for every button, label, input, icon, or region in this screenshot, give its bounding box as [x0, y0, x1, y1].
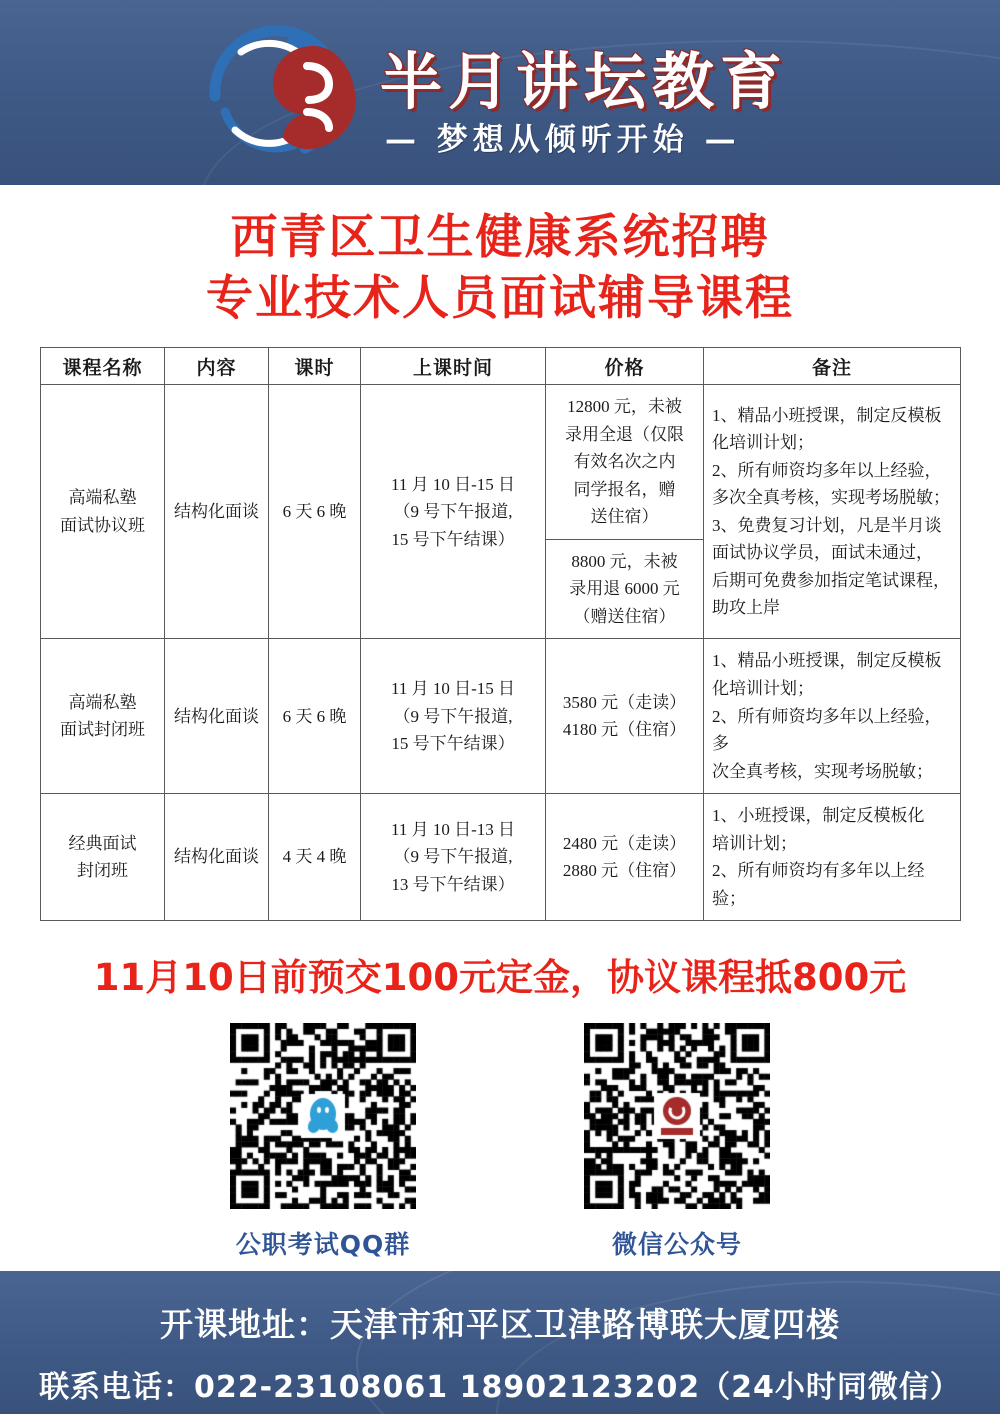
qr-block-wechat — [584, 1023, 770, 1261]
schedule-line: （9 号下午报道, — [393, 847, 513, 867]
price-line: 4180 元（住宿） — [562, 720, 687, 740]
remark-line: 1、精品小班授课，制定反模板 — [712, 405, 942, 425]
table-row — [41, 639, 961, 794]
schedule-line: 15 号下午结课） — [391, 734, 515, 754]
promo-text: 11月10日前预交100元定金，协议课程抵800元 — [93, 956, 907, 1000]
header-banner — [0, 0, 1000, 185]
cell-price-alt — [546, 539, 704, 639]
remark-line: 2、所有师资均多年以上经验， — [712, 460, 942, 480]
course-name-line: 面试封闭班 — [60, 720, 145, 740]
cell-price — [546, 385, 704, 540]
remark-line: 后期可免费参加指定笔试课程， — [712, 570, 950, 590]
schedule-line: （9 号下午报道, — [393, 706, 513, 726]
course-table-wrapper — [40, 347, 960, 921]
footer-phone: 联系电话：022-23108061 18902123202（24小时同微信） — [39, 1370, 961, 1405]
remark-line: 3、免费复习计划，凡是半月谈 — [712, 515, 942, 535]
price-line: 8800 元，未被 — [571, 551, 678, 571]
brand-subtitle: — 梦想从倾听开始 — — [385, 122, 741, 158]
cell-schedule — [361, 639, 546, 794]
qr-caption-wechat: 微信公众号 — [611, 1230, 742, 1260]
remark-line: 1、小班授课，制定反模板化 — [712, 806, 925, 826]
table-header-schedule: 上课时间 — [361, 348, 546, 385]
qq-group-qr-code[interactable] — [230, 1023, 416, 1209]
remark-line: 次全真考核，实现考场脱敏； — [712, 761, 933, 781]
cell-content: 结构化面谈 — [165, 794, 269, 921]
cell-schedule — [361, 385, 546, 639]
table-header-price: 价格 — [546, 348, 704, 385]
remark-line: 助攻上岸 — [712, 598, 780, 618]
page-title-line-1: 西青区卫生健康系统招聘 — [230, 210, 770, 265]
schedule-line: 11 月 10 日-15 日 — [390, 474, 516, 494]
table-header-content: 内容 — [165, 348, 269, 385]
schedule-line: 11 月 10 日-13 日 — [390, 819, 516, 839]
wechat-official-qr-code[interactable] — [584, 1023, 770, 1209]
footer-address: 开课地址：天津市和平区卫津路博联大厦四楼 — [160, 1305, 840, 1344]
remark-line: 1、精品小班授课，制定反模板 — [712, 651, 942, 671]
price-line: 送住宿） — [590, 507, 659, 527]
course-name-line: 高端私塾 — [68, 488, 137, 508]
page-title-line-2: 专业技术人员面试辅导课程 — [206, 271, 794, 327]
page-title — [0, 207, 1000, 329]
qr-section — [0, 1023, 1000, 1261]
cell-remark — [704, 639, 961, 794]
cell-hours: 4 天 4 晚 — [269, 794, 361, 921]
cell-content: 结构化面谈 — [165, 385, 269, 639]
footer-banner — [0, 1271, 1000, 1414]
remark-line: 培训计划； — [712, 833, 797, 853]
brand-title: 半月讲坛教育 — [380, 45, 789, 118]
schedule-line: （9 号下午报道, — [393, 502, 513, 522]
remark-line: 化培训计划； — [712, 433, 814, 453]
price-line: 有效名次之内 — [573, 452, 676, 472]
price-line: 同学报名，赠 — [573, 479, 676, 499]
remark-line: 多次全真考核，实现考场脱敏； — [712, 488, 950, 508]
table-header-row — [41, 348, 961, 385]
price-line: 录用全退（仅限 — [565, 424, 684, 444]
schedule-line: 13 号下午结课） — [391, 874, 515, 894]
schedule-line: 15 号下午结课） — [391, 529, 515, 549]
cell-price — [546, 639, 704, 794]
price-line: 录用退 6000 元 — [569, 579, 680, 599]
remark-line: 2、所有师资均多年以上经验，多 — [712, 706, 942, 754]
schedule-line: 11 月 10 日-15 日 — [390, 678, 516, 698]
course-name-line: 面试协议班 — [60, 515, 145, 535]
qr-caption-qq: 公职考试QQ群 — [235, 1230, 411, 1260]
table-row — [41, 385, 961, 540]
cell-schedule — [361, 794, 546, 921]
course-name-line: 高端私塾 — [68, 692, 137, 712]
course-name-line: 经典面试 — [68, 833, 137, 853]
cell-hours: 6 天 6 晚 — [269, 639, 361, 794]
price-line: 2880 元（住宿） — [562, 861, 687, 881]
cell-hours: 6 天 6 晚 — [269, 385, 361, 639]
remark-line: 2、所有师资均有多年以上经 — [712, 861, 925, 881]
cell-course-name — [41, 639, 165, 794]
cell-course-name — [41, 385, 165, 639]
brand-swirl-logo-icon — [195, 26, 370, 161]
cell-remark — [704, 794, 961, 921]
cell-remark — [704, 385, 961, 639]
qr-block-qq — [230, 1023, 416, 1261]
table-header-hours: 课时 — [269, 348, 361, 385]
remark-line: 面试协议学员，面试未通过， — [712, 543, 933, 563]
price-line: 12800 元，未被 — [567, 397, 682, 417]
cell-price — [546, 794, 704, 921]
course-table — [40, 347, 961, 921]
cell-content: 结构化面谈 — [165, 639, 269, 794]
brand-logo-group — [195, 18, 825, 168]
price-line: 3580 元（走读） — [562, 692, 687, 712]
course-name-line: 封闭班 — [77, 861, 128, 881]
price-line: （赠送住宿） — [573, 606, 676, 626]
table-header-course-name: 课程名称 — [41, 348, 165, 385]
remark-line: 化培训计划； — [712, 678, 814, 698]
table-header-remark: 备注 — [704, 348, 961, 385]
remark-line: 验； — [712, 888, 746, 908]
cell-course-name — [41, 794, 165, 921]
price-line: 2480 元（走读） — [562, 833, 687, 853]
table-row — [41, 794, 961, 921]
